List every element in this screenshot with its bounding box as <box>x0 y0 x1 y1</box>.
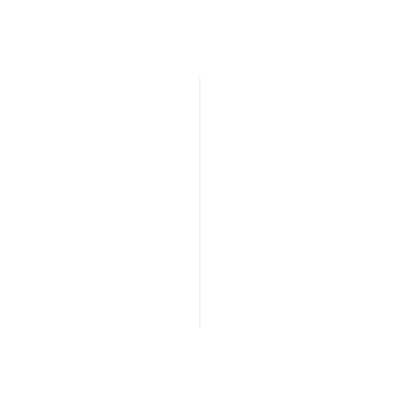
section-heading <box>107 78 119 148</box>
left-page-body <box>16 84 193 310</box>
right-page <box>203 78 388 328</box>
right-page-body <box>207 84 384 310</box>
gutter <box>199 78 201 328</box>
left-page <box>12 78 197 328</box>
